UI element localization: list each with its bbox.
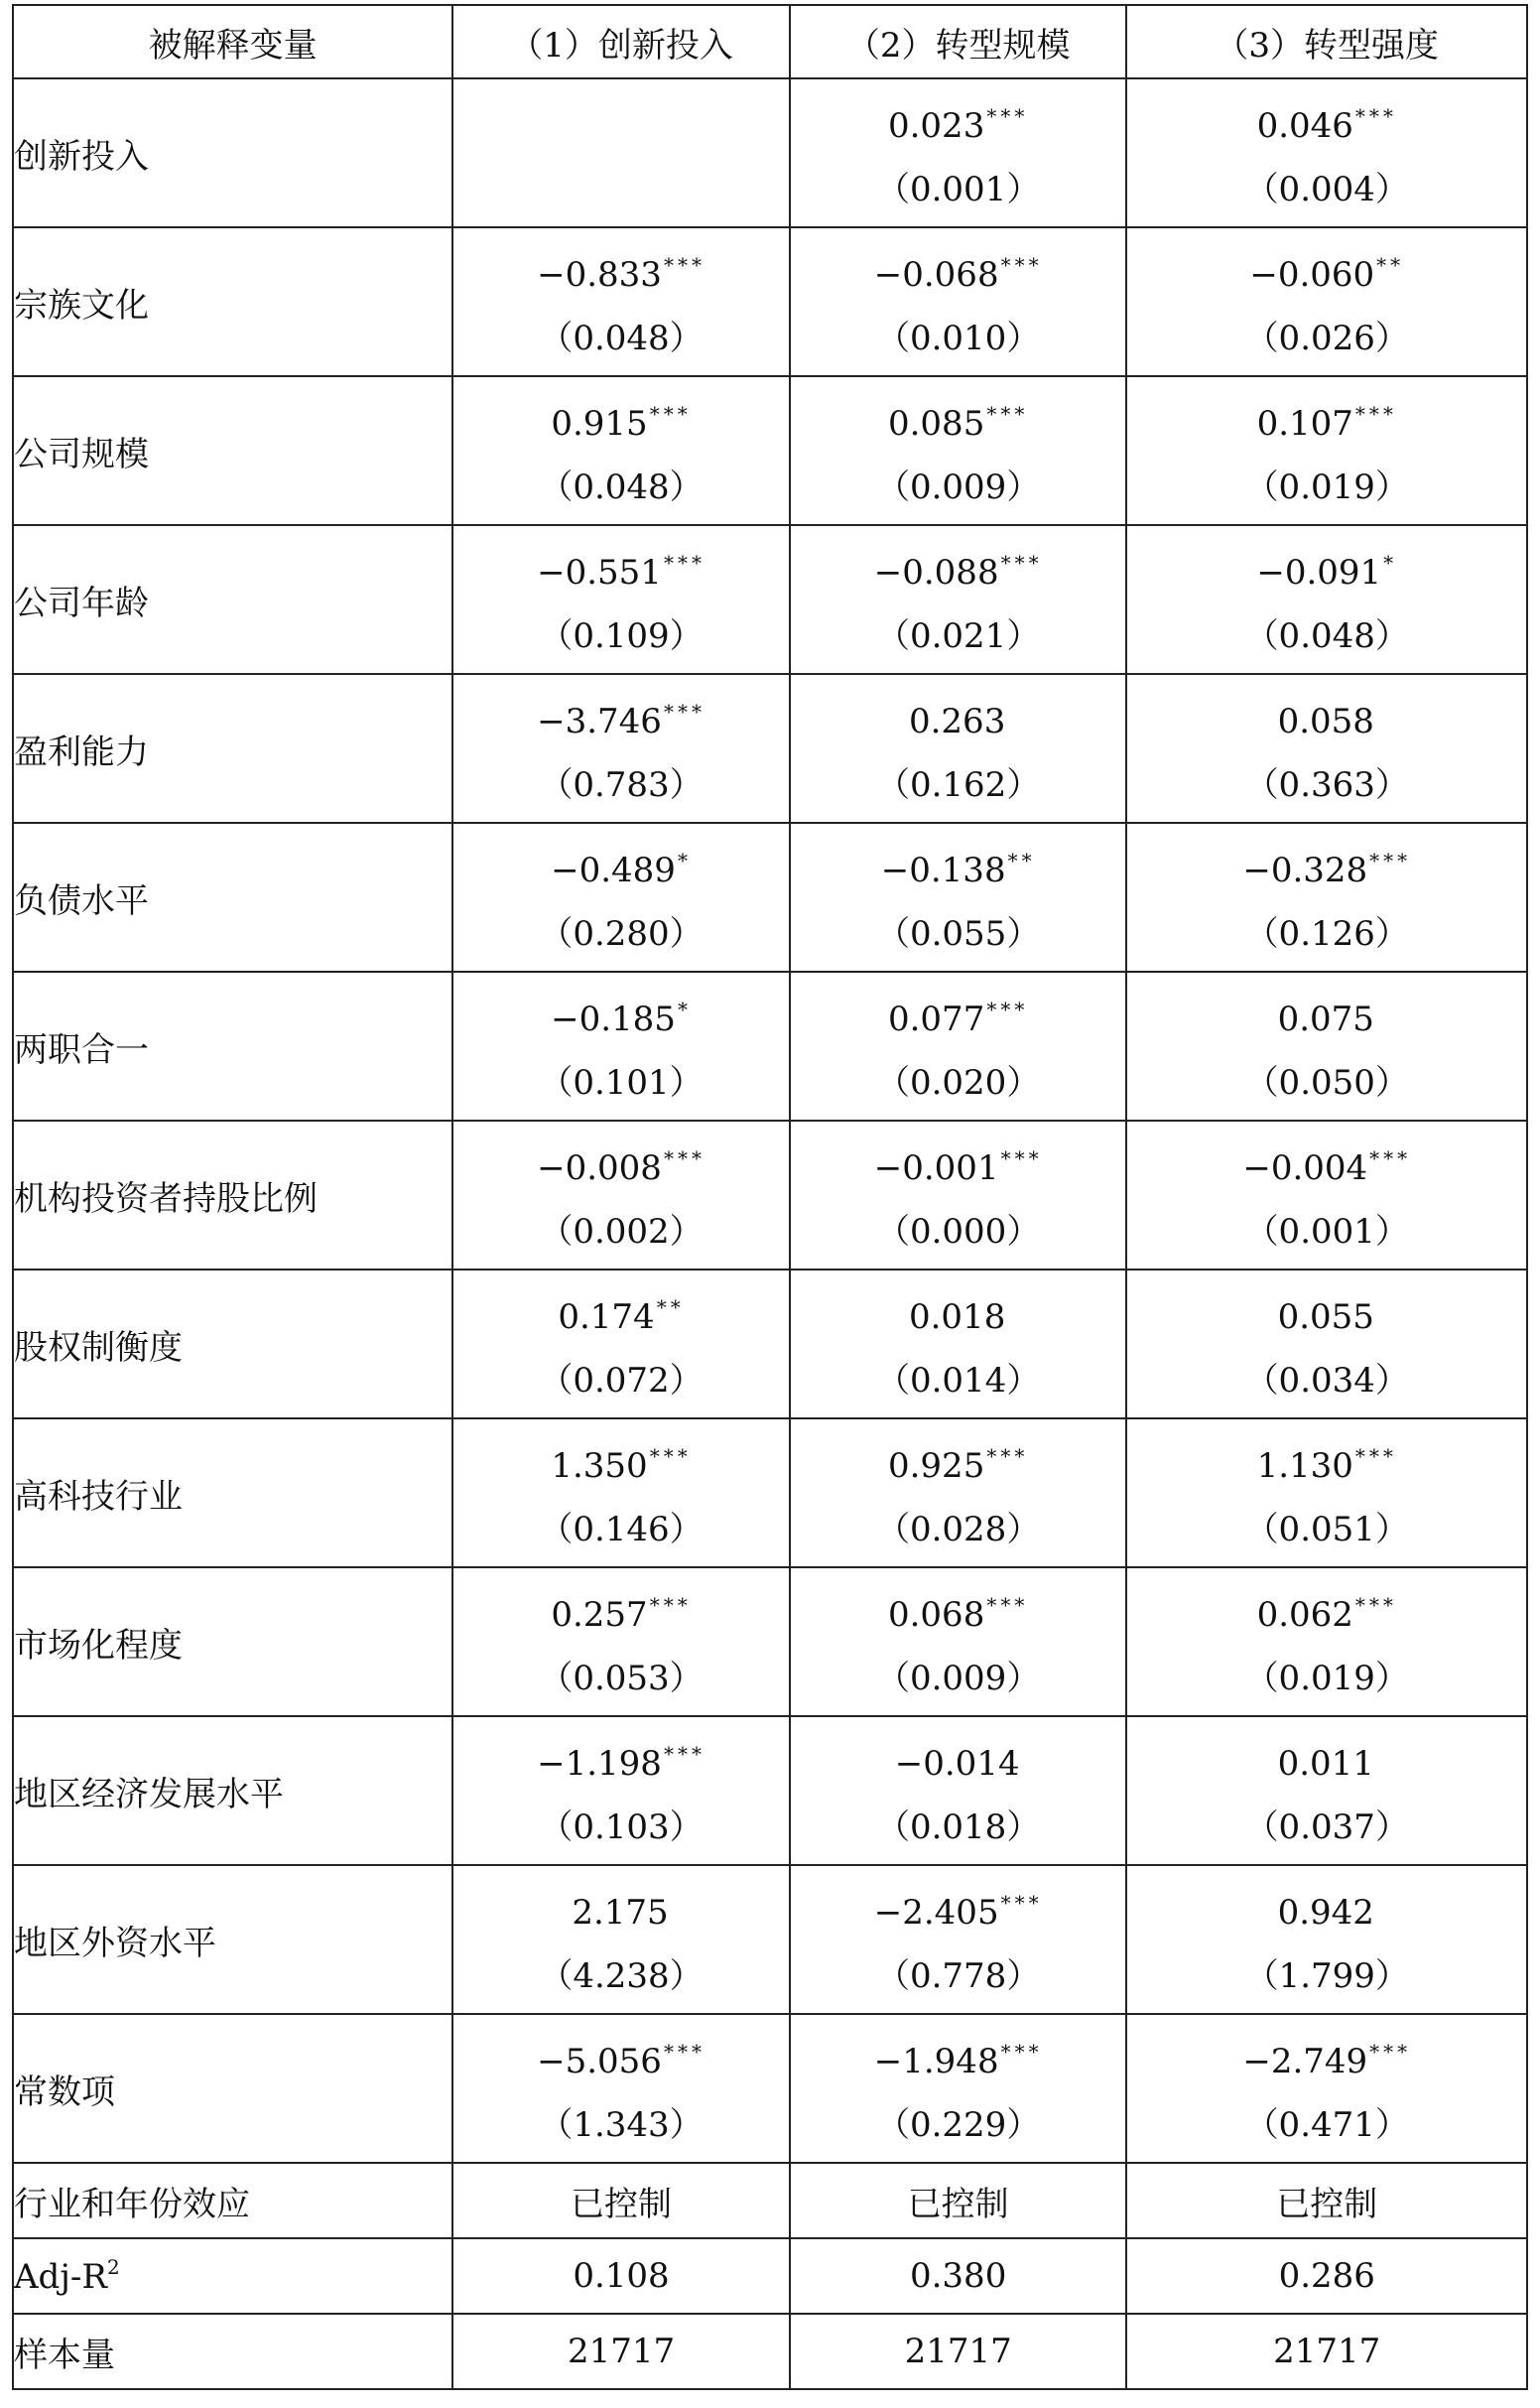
table-row [13,227,1527,376]
coefficient-value: 1.350 [551,1446,648,1486]
coefficient [453,824,789,897]
coefficient-value: 0.925 [887,1446,985,1486]
header-col-3: （3）转型强度 [1126,5,1527,78]
coefficient-value: 1.130 [1256,1446,1353,1486]
coefficient [453,1271,789,1344]
coefficient-value: −0.060 [1249,255,1375,295]
significance-stars: *** [1369,1146,1412,1170]
cell-col-2 [790,525,1127,674]
coefficient [453,675,789,748]
cell-col-3 [1126,1418,1527,1567]
significance-stars: *** [663,1742,706,1766]
standard-error: （0.101） [539,1063,704,1103]
cell-col-3 [1126,674,1527,823]
row-label: 公司年龄 [13,525,452,674]
coefficient-value: 0.257 [551,1595,648,1635]
standard-error: （0.004） [1244,170,1409,209]
standard-error: （1.343） [539,2105,704,2145]
coefficient [1127,79,1526,153]
significance-stars: ** [1376,253,1405,277]
row-label: 行业和年份效应 [13,2163,452,2238]
significance-stars: * [677,849,692,872]
cell-col-2 [790,1567,1127,1716]
coefficient-value: −0.088 [873,553,999,593]
cell-col-3 [1126,823,1527,972]
significance-stars: *** [1000,2040,1043,2064]
significance-stars: *** [649,1444,692,1468]
significance-stars: *** [1000,1146,1043,1170]
table-row [13,78,1527,227]
coefficient-value: −0.138 [880,851,1006,890]
cell-col-1 [452,1418,790,1567]
coefficient [453,79,789,153]
coefficient [791,1866,1126,1940]
cell-col-2 [790,674,1127,823]
coefficient-value: −2.749 [1242,2042,1368,2081]
significance-stars: *** [1354,1593,1397,1617]
significance-stars: *** [1000,253,1043,277]
standard-error: （1.799） [1244,1956,1409,1996]
coefficient-value: 0.075 [1277,1000,1374,1039]
standard-error: （0.053） [539,1659,704,1698]
significance-stars: *** [1000,1891,1043,1915]
coefficient-value: −0.833 [537,255,662,295]
table-row [13,1567,1527,1716]
coefficient-value: 0.068 [887,1595,985,1635]
standard-error: （0.050） [1244,1063,1409,1103]
standard-error: （0.010） [875,319,1041,358]
row-label: 负债水平 [13,823,452,972]
cell-col-1 [452,1567,790,1716]
standard-error: （0.048） [539,319,704,358]
cell-col-1 [452,1716,790,1865]
coefficient [1127,1271,1526,1344]
coefficient-value: 0.018 [908,1297,1006,1337]
coefficient [1127,526,1526,600]
significance-stars: *** [663,253,706,277]
standard-error: （0.019） [1244,468,1409,507]
table-header-row [13,5,1527,78]
row-label: 地区外资水平 [13,1865,452,2014]
standard-error: （0.014） [875,1361,1041,1401]
adj-r2-row [13,2238,1527,2314]
coefficient-value: 2.175 [572,1893,669,1933]
standard-error: （0.783） [539,765,704,805]
standard-error: （0.037） [1244,1807,1409,1847]
table-row [13,1121,1527,1270]
standard-error: （0.162） [875,765,1041,805]
cell-col-2 [790,1121,1127,1270]
coefficient [1127,1419,1526,1493]
standard-error: （0.048） [1244,616,1409,656]
coefficient [791,973,1126,1046]
significance-stars: *** [986,104,1029,128]
coefficient-value: 0.055 [1277,1297,1374,1337]
row-label: 宗族文化 [13,227,452,376]
significance-stars: *** [649,1593,692,1617]
standard-error: （0.229） [875,2105,1041,2145]
cell-col-3 [1126,1270,1527,1418]
standard-error: （0.055） [875,914,1041,954]
cell-col-1 [452,823,790,972]
coefficient [791,79,1126,153]
cell-col-3 [1126,1567,1527,1716]
row-label: 公司规模 [13,376,452,525]
standard-error: （0.001） [875,170,1041,209]
standard-error: （0.778） [875,1956,1041,1996]
table-row [13,1865,1527,2014]
coefficient-value: 0.023 [887,106,985,146]
coefficient [453,1122,789,1195]
cell-col-2 [790,1865,1127,2014]
coefficient-value: 0.085 [887,404,985,444]
cell-col-2: 0.380 [790,2238,1127,2314]
header-dependent-variable: 被解释变量 [13,5,452,78]
coefficient-value: −0.004 [1242,1148,1368,1188]
row-label: 两职合一 [13,972,452,1121]
cell-col-1 [452,227,790,376]
coefficient-value: −0.008 [537,1148,662,1188]
coefficient-value: −3.746 [537,702,662,741]
coefficient-value: 0.046 [1256,106,1353,146]
coefficient [453,377,789,451]
cell-col-2 [790,972,1127,1121]
row-label: 市场化程度 [13,1567,452,1716]
cell-col-3: 0.286 [1126,2238,1527,2314]
significance-stars: *** [1354,104,1397,128]
cell-col-2 [790,227,1127,376]
coefficient [453,1419,789,1493]
table-row [13,376,1527,525]
standard-error: （0.280） [539,914,704,954]
coefficient-value: −0.328 [1242,851,1368,890]
cell-col-1: 已控制 [452,2163,790,2238]
coefficient-value: −0.185 [551,1000,676,1039]
row-label: 样本量 [13,2314,452,2389]
table-row [13,1418,1527,1567]
cell-col-1 [452,1865,790,2014]
row-label [13,2238,452,2314]
standard-error: （0.000） [875,1212,1041,1252]
significance-stars: *** [1369,849,1412,872]
cell-col-2 [790,376,1127,525]
coefficient [1127,1717,1526,1791]
significance-stars: *** [986,1444,1029,1468]
cell-col-3 [1126,376,1527,525]
standard-error: （0.009） [875,1659,1041,1698]
row-label: 高科技行业 [13,1418,452,1567]
coefficient-value: 0.942 [1277,1893,1374,1933]
row-label: 机构投资者持股比例 [13,1121,452,1270]
coefficient [1127,824,1526,897]
standard-error: （0.109） [539,616,704,656]
coefficient-value: −0.014 [894,1744,1020,1784]
cell-col-1 [452,972,790,1121]
cell-col-3 [1126,78,1527,227]
cell-col-2 [790,823,1127,972]
standard-error [453,153,789,226]
standard-error: （4.238） [539,1956,704,1996]
significance-stars: *** [1354,1444,1397,1468]
coefficient-value: 0.107 [1256,404,1353,444]
coefficient-value: −2.405 [873,1893,999,1933]
row-label: 股权制衡度 [13,1270,452,1418]
row-label: 创新投入 [13,78,452,227]
cell-col-3 [1126,1865,1527,2014]
significance-stars: *** [986,998,1029,1021]
significance-stars: *** [1000,551,1043,575]
standard-error: （0.471） [1244,2105,1409,2145]
cell-col-2: 已控制 [790,2163,1127,2238]
coefficient [453,1866,789,1940]
coefficient-value: 0.174 [558,1297,655,1337]
regression-table [12,4,1528,2390]
significance-stars: ** [656,1295,685,1319]
header-col-2: （2）转型规模 [790,5,1127,78]
cell-col-2 [790,2014,1127,2163]
table-row [13,674,1527,823]
standard-error: （0.020） [875,1063,1041,1103]
cell-col-1 [452,78,790,227]
cell-col-3 [1126,525,1527,674]
table-row [13,2014,1527,2163]
standard-error: （0.126） [1244,914,1409,954]
coefficient-value: 0.077 [887,1000,985,1039]
coefficient [1127,1122,1526,1195]
coefficient [1127,377,1526,451]
significance-stars: *** [649,402,692,426]
cell-col-3 [1126,2014,1527,2163]
coefficient-value: 0.062 [1256,1595,1353,1635]
cell-col-3 [1126,1716,1527,1865]
cell-col-1 [452,525,790,674]
cell-col-1 [452,2014,790,2163]
adj-r2-superscript: 2 [106,2255,120,2279]
table-row [13,525,1527,674]
coefficient-value: −1.198 [537,1744,662,1784]
coefficient [791,2015,1126,2088]
standard-error: （0.009） [875,468,1041,507]
adj-r2-label: Adj-R [14,2257,107,2297]
cell-col-3 [1126,972,1527,1121]
coefficient [453,973,789,1046]
cell-col-1: 0.108 [452,2238,790,2314]
coefficient-value: −0.091 [1256,553,1382,593]
coefficient-value: −0.489 [551,851,676,890]
coefficient [1127,2015,1526,2088]
significance-stars: * [677,998,692,1021]
cell-col-1: 21717 [452,2314,790,2389]
coefficient [1127,1866,1526,1940]
coefficient-value: −5.056 [537,2042,662,2081]
coefficient [453,2015,789,2088]
coefficient [791,824,1126,897]
cell-col-3 [1126,227,1527,376]
sample-size-row [13,2314,1527,2389]
coefficient-value: −1.948 [873,2042,999,2081]
table-row [13,972,1527,1121]
standard-error: （0.103） [539,1807,704,1847]
fixed-effects-row [13,2163,1527,2238]
coefficient-value: 0.011 [1277,1744,1374,1784]
coefficient [791,228,1126,302]
table-row [13,1716,1527,1865]
standard-error: （0.026） [1244,319,1409,358]
coefficient [1127,675,1526,748]
coefficient-value: −0.068 [873,255,999,295]
coefficient [1127,1568,1526,1642]
coefficient [791,1419,1126,1493]
coefficient-value: 0.263 [908,702,1006,741]
coefficient [453,1568,789,1642]
standard-error: （0.019） [1244,1659,1409,1698]
coefficient [791,1271,1126,1344]
cell-col-2 [790,1716,1127,1865]
cell-col-1 [452,1270,790,1418]
coefficient [453,526,789,600]
significance-stars: *** [663,700,706,724]
coefficient-value: 0.915 [551,404,648,444]
table-row [13,1270,1527,1418]
coefficient [791,675,1126,748]
coefficient [791,1717,1126,1791]
significance-stars: *** [986,1593,1029,1617]
standard-error: （0.001） [1244,1212,1409,1252]
table-row [13,823,1527,972]
coefficient-value: −0.551 [537,553,662,593]
cell-col-2 [790,78,1127,227]
cell-col-2: 21717 [790,2314,1127,2389]
standard-error: （0.363） [1244,765,1409,805]
coefficient [453,1717,789,1791]
significance-stars: *** [663,551,706,575]
cell-col-1 [452,376,790,525]
standard-error: （0.072） [539,1361,704,1401]
cell-col-1 [452,1121,790,1270]
header-col-1: （1）创新投入 [452,5,790,78]
standard-error: （0.034） [1244,1361,1409,1401]
coefficient [791,1568,1126,1642]
standard-error: （0.002） [539,1212,704,1252]
row-label: 常数项 [13,2014,452,2163]
row-label: 地区经济发展水平 [13,1716,452,1865]
significance-stars: *** [1354,402,1397,426]
coefficient [791,377,1126,451]
standard-error: （0.051） [1244,1510,1409,1549]
significance-stars: *** [663,2040,706,2064]
cell-col-3: 已控制 [1126,2163,1527,2238]
significance-stars: ** [1007,849,1036,872]
standard-error: （0.028） [875,1510,1041,1549]
significance-stars: *** [663,1146,706,1170]
cell-col-3: 21717 [1126,2314,1527,2389]
standard-error: （0.048） [539,468,704,507]
coefficient [791,526,1126,600]
significance-stars: * [1383,551,1398,575]
significance-stars: *** [1369,2040,1412,2064]
coefficient [453,228,789,302]
significance-stars: *** [986,402,1029,426]
coefficient-value: 0.058 [1277,702,1374,741]
cell-col-2 [790,1270,1127,1418]
standard-error: （0.146） [539,1510,704,1549]
cell-col-2 [790,1418,1127,1567]
coefficient [1127,228,1526,302]
coefficient [1127,973,1526,1046]
standard-error: （0.018） [875,1807,1041,1847]
coefficient-value: −0.001 [873,1148,999,1188]
row-label: 盈利能力 [13,674,452,823]
table-body [13,78,1527,2389]
coefficient [791,1122,1126,1195]
cell-col-3 [1126,1121,1527,1270]
standard-error: （0.021） [875,616,1041,656]
cell-col-1 [452,674,790,823]
